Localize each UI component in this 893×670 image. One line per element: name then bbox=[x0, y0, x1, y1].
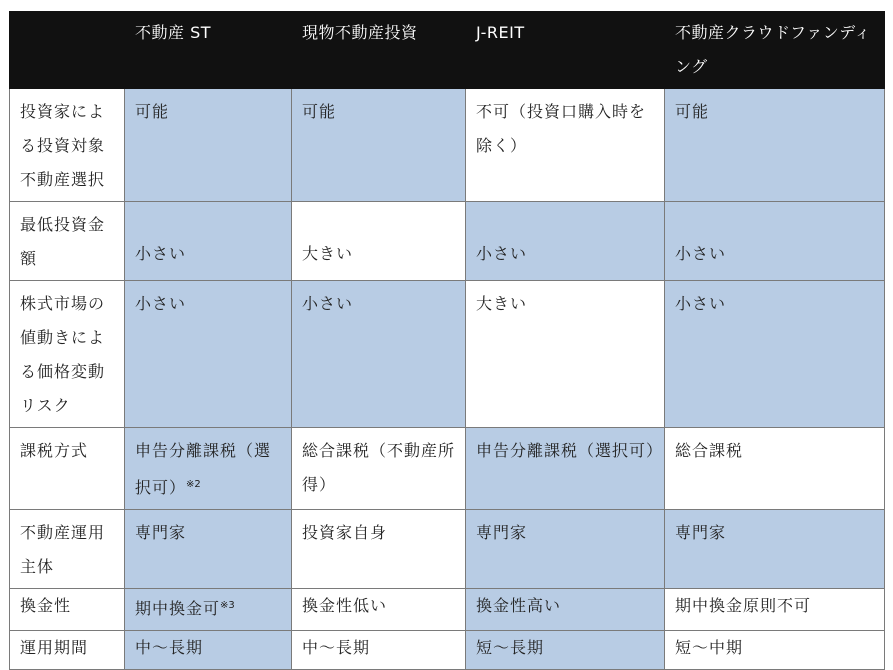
row-label: 投資家による投資対象不動産選択 bbox=[10, 89, 125, 202]
header-row bbox=[10, 12, 885, 89]
table-cell: 換金性低い bbox=[292, 589, 466, 631]
footnote-marker: ※2 bbox=[186, 479, 201, 490]
cell-text: 期中換金可 bbox=[135, 599, 221, 618]
table-cell: 短〜長期 bbox=[466, 631, 665, 670]
table-cell: 可能 bbox=[292, 89, 466, 202]
table-cell: 小さい bbox=[665, 281, 885, 428]
row-label: 株式市場の値動きによる価格変動リスク bbox=[10, 281, 125, 428]
header-crowdfunding: 不動産クラウドファンディング bbox=[665, 12, 885, 89]
table-cell: 不可（投資口購入時を除く） bbox=[466, 89, 665, 202]
table-cell: 短〜中期 bbox=[665, 631, 885, 670]
header-corner bbox=[10, 12, 125, 89]
table-cell: 投資家自身 bbox=[292, 510, 466, 589]
table-cell: 総合課税 bbox=[665, 428, 885, 510]
comparison-table bbox=[9, 11, 885, 670]
table-cell: 小さい bbox=[125, 281, 292, 428]
table-row bbox=[10, 428, 885, 510]
table-cell: 小さい bbox=[665, 202, 885, 281]
table-cell: 専門家 bbox=[665, 510, 885, 589]
cell-text: 申告分離課税（選択可） bbox=[135, 441, 272, 497]
table-cell: 専門家 bbox=[466, 510, 665, 589]
table-cell bbox=[125, 589, 292, 631]
table-cell: 小さい bbox=[292, 281, 466, 428]
table-row bbox=[10, 631, 885, 670]
table-row bbox=[10, 202, 885, 281]
row-label: 運用期間 bbox=[10, 631, 125, 670]
table-cell: 申告分離課税（選択可） bbox=[466, 428, 665, 510]
table-cell: 総合課税（不動産所得） bbox=[292, 428, 466, 510]
header-physical-real-estate: 現物不動産投資 bbox=[292, 12, 466, 89]
header-j-reit: J-REIT bbox=[466, 12, 665, 89]
table-cell: 小さい bbox=[466, 202, 665, 281]
table-cell: 中〜長期 bbox=[292, 631, 466, 670]
table-row bbox=[10, 589, 885, 631]
row-label: 不動産運用主体 bbox=[10, 510, 125, 589]
row-label: 最低投資金額 bbox=[10, 202, 125, 281]
table-cell: 大きい bbox=[466, 281, 665, 428]
table-cell: 中〜長期 bbox=[125, 631, 292, 670]
row-label: 換金性 bbox=[10, 589, 125, 631]
table-row bbox=[10, 281, 885, 428]
table-cell: 専門家 bbox=[125, 510, 292, 589]
footnote-marker: ※3 bbox=[220, 600, 235, 611]
table-cell: 可能 bbox=[125, 89, 292, 202]
table-cell: 期中換金原則不可 bbox=[665, 589, 885, 631]
table-row bbox=[10, 89, 885, 202]
table-row bbox=[10, 510, 885, 589]
header-real-estate-st: 不動産 ST bbox=[125, 12, 292, 89]
comparison-table-wrapper bbox=[9, 11, 885, 670]
table-cell: 大きい bbox=[292, 202, 466, 281]
table-cell: 小さい bbox=[125, 202, 292, 281]
row-label: 課税方式 bbox=[10, 428, 125, 510]
table-cell: 可能 bbox=[665, 89, 885, 202]
table-cell bbox=[125, 428, 292, 510]
table-cell: 換金性高い bbox=[466, 589, 665, 631]
